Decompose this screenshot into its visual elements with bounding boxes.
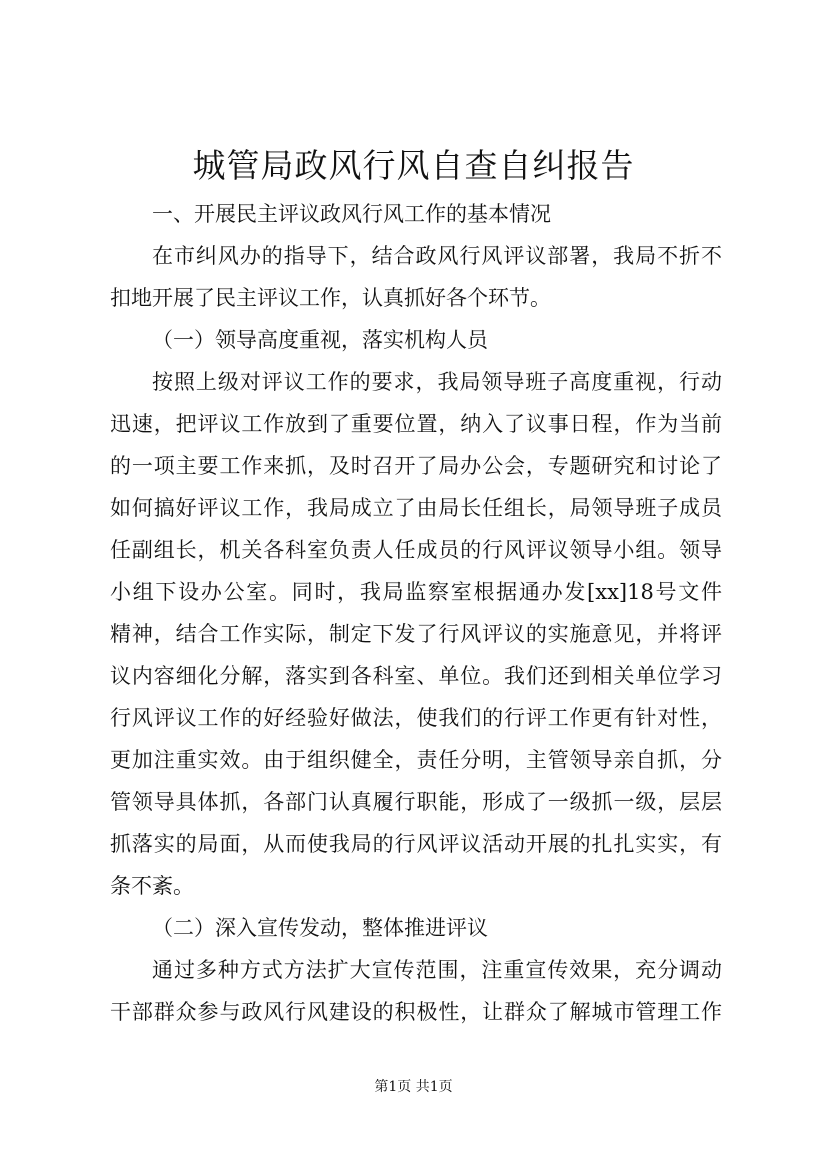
paragraph-line: 抓落实的局面，从而使我局的行风评议活动开展的扎扎实实，有 xyxy=(110,832,722,856)
paragraph-line: 通过多种方式方法扩大宣传范围，注重宣传效果，充分调动 xyxy=(152,958,722,982)
paragraph-line: 条不紊。 xyxy=(110,874,194,898)
paragraph-line: 小组下设办公室。同时，我局监察室根据通办发[xx]18号文件 xyxy=(110,580,722,604)
paragraph-line: 更加注重实效。由于组织健全，责任分明，主管领导亲自抓，分 xyxy=(110,748,722,772)
paragraph-line: 迅速，把评议工作放到了重要位置，纳入了议事日程，作为当前 xyxy=(110,412,722,436)
page-number: 第1页 共1页 xyxy=(374,1079,453,1095)
document-title: 城管局政风行风自查自纠报告 xyxy=(192,146,635,185)
paragraph-line: 议内容细化分解，落实到各科室、单位。我们还到相关单位学习 xyxy=(110,664,722,688)
paragraph-line: 扣地开展了民主评议工作，认真抓好各个环节。 xyxy=(110,286,551,310)
paragraph-line: 如何搞好评议工作，我局成立了由局长任组长，局领导班子成员 xyxy=(110,496,722,520)
paragraph-line: 管领导具体抓，各部门认真履行职能，形成了一级抓一级，层层 xyxy=(110,790,722,814)
paragraph-line: 的一项主要工作来抓，及时召开了局办公会，专题研究和讨论了 xyxy=(110,454,722,478)
paragraph-line: 任副组长，机关各科室负责人任成员的行风评议领导小组。领导 xyxy=(110,538,722,562)
paragraph-line: 按照上级对评议工作的要求，我局领导班子高度重视，行动 xyxy=(152,370,722,394)
subsection-heading: （二）深入宣传发动，整体推进评议 xyxy=(152,916,488,940)
paragraph-line: 行风评议工作的好经验好做法，使我们的行评工作更有针对性， xyxy=(110,706,722,730)
paragraph-line: 精神，结合工作实际，制定下发了行风评议的实施意见，并将评 xyxy=(110,622,722,646)
subsection-heading: （一）领导高度重视，落实机构人员 xyxy=(152,328,488,352)
section-heading: 一、开展民主评议政风行风工作的基本情况 xyxy=(152,202,551,226)
paragraph-line: 干部群众参与政风行风建设的积极性，让群众了解城市管理工作 xyxy=(110,1000,722,1024)
paragraph-line: 在市纠风办的指导下，结合政风行风评议部署，我局不折不 xyxy=(152,244,722,268)
